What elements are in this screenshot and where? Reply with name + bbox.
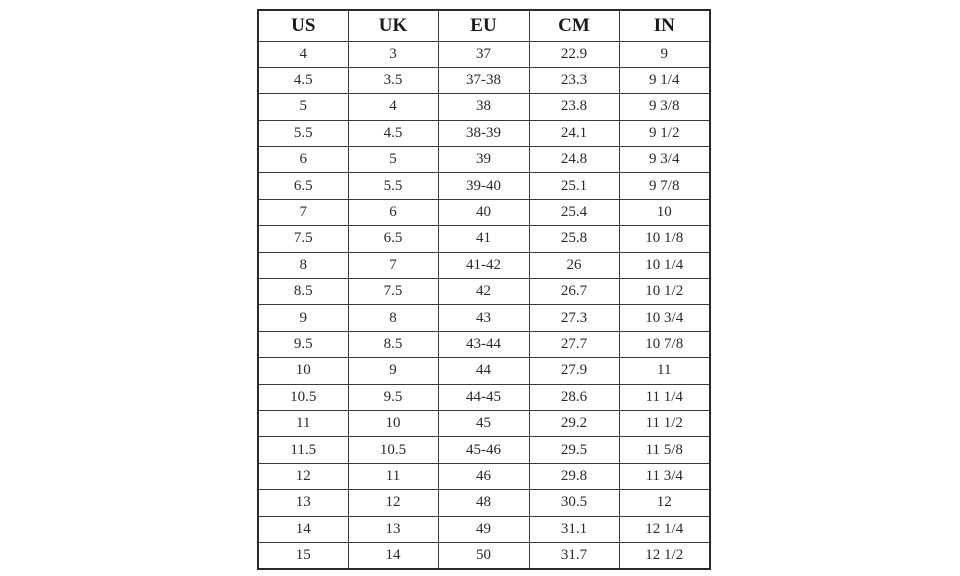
cell-uk: 8	[348, 305, 438, 331]
cell-cm: 26.7	[529, 279, 619, 305]
cell-uk: 13	[348, 516, 438, 542]
cell-us: 14	[258, 516, 348, 542]
cell-cm: 29.8	[529, 463, 619, 489]
cell-cm: 22.9	[529, 41, 619, 67]
cell-eu: 44	[438, 358, 529, 384]
cell-cm: 31.1	[529, 516, 619, 542]
cell-us: 5	[258, 94, 348, 120]
cell-uk: 9	[348, 358, 438, 384]
cell-us: 6.5	[258, 173, 348, 199]
size-conversion-table	[257, 9, 711, 570]
cell-eu: 41	[438, 226, 529, 252]
cell-cm: 26	[529, 252, 619, 278]
cell-in: 12	[619, 490, 710, 516]
cell-uk: 5	[348, 147, 438, 173]
cell-uk: 4	[348, 94, 438, 120]
cell-eu: 38-39	[438, 120, 529, 146]
cell-us: 6	[258, 147, 348, 173]
cell-uk: 3	[348, 41, 438, 67]
cell-eu: 41-42	[438, 252, 529, 278]
header-cm: CM	[529, 10, 619, 41]
cell-in: 11 1/2	[619, 410, 710, 436]
table-header	[258, 10, 710, 41]
header-us: US	[258, 10, 348, 41]
cell-us: 4.5	[258, 67, 348, 93]
cell-cm: 27.3	[529, 305, 619, 331]
table-body	[258, 41, 710, 569]
cell-eu: 45-46	[438, 437, 529, 463]
cell-us: 4	[258, 41, 348, 67]
table-row	[258, 384, 710, 410]
table-row	[258, 358, 710, 384]
cell-cm: 25.4	[529, 199, 619, 225]
cell-eu: 37	[438, 41, 529, 67]
cell-us: 11	[258, 410, 348, 436]
cell-uk: 4.5	[348, 120, 438, 146]
table-row	[258, 147, 710, 173]
cell-cm: 28.6	[529, 384, 619, 410]
cell-uk: 7	[348, 252, 438, 278]
cell-in: 11 1/4	[619, 384, 710, 410]
table-row	[258, 305, 710, 331]
cell-eu: 40	[438, 199, 529, 225]
cell-eu: 37-38	[438, 67, 529, 93]
cell-in: 10	[619, 199, 710, 225]
cell-us: 8	[258, 252, 348, 278]
cell-eu: 50	[438, 542, 529, 568]
cell-cm: 23.3	[529, 67, 619, 93]
cell-eu: 43-44	[438, 331, 529, 357]
cell-us: 11.5	[258, 437, 348, 463]
cell-in: 12 1/2	[619, 542, 710, 568]
header-uk: UK	[348, 10, 438, 41]
cell-cm: 29.5	[529, 437, 619, 463]
cell-cm: 27.7	[529, 331, 619, 357]
cell-cm: 29.2	[529, 410, 619, 436]
table-row	[258, 279, 710, 305]
cell-in: 9 1/4	[619, 67, 710, 93]
cell-in: 10 1/2	[619, 279, 710, 305]
cell-uk: 10.5	[348, 437, 438, 463]
cell-uk: 14	[348, 542, 438, 568]
cell-cm: 23.8	[529, 94, 619, 120]
cell-cm: 30.5	[529, 490, 619, 516]
cell-eu: 39	[438, 147, 529, 173]
cell-cm: 24.8	[529, 147, 619, 173]
table-row	[258, 437, 710, 463]
cell-us: 10	[258, 358, 348, 384]
table-row	[258, 199, 710, 225]
cell-us: 7	[258, 199, 348, 225]
cell-in: 10 7/8	[619, 331, 710, 357]
cell-cm: 31.7	[529, 542, 619, 568]
cell-us: 8.5	[258, 279, 348, 305]
cell-cm: 27.9	[529, 358, 619, 384]
cell-uk: 6.5	[348, 226, 438, 252]
header-in: IN	[619, 10, 710, 41]
table-row	[258, 67, 710, 93]
cell-cm: 25.1	[529, 173, 619, 199]
cell-in: 9 3/4	[619, 147, 710, 173]
cell-eu: 42	[438, 279, 529, 305]
header-eu: EU	[438, 10, 529, 41]
table-row	[258, 410, 710, 436]
cell-eu: 45	[438, 410, 529, 436]
cell-uk: 7.5	[348, 279, 438, 305]
cell-us: 12	[258, 463, 348, 489]
cell-eu: 38	[438, 94, 529, 120]
cell-eu: 49	[438, 516, 529, 542]
table-row	[258, 120, 710, 146]
cell-in: 9 3/8	[619, 94, 710, 120]
table-row	[258, 94, 710, 120]
cell-eu: 43	[438, 305, 529, 331]
table-row	[258, 516, 710, 542]
cell-eu: 44-45	[438, 384, 529, 410]
cell-uk: 11	[348, 463, 438, 489]
cell-uk: 9.5	[348, 384, 438, 410]
cell-in: 9	[619, 41, 710, 67]
cell-in: 10 1/4	[619, 252, 710, 278]
cell-cm: 24.1	[529, 120, 619, 146]
cell-in: 10 3/4	[619, 305, 710, 331]
cell-in: 11	[619, 358, 710, 384]
table-row	[258, 542, 710, 568]
cell-eu: 46	[438, 463, 529, 489]
cell-eu: 48	[438, 490, 529, 516]
table-row	[258, 41, 710, 67]
cell-us: 9	[258, 305, 348, 331]
cell-us: 7.5	[258, 226, 348, 252]
table-row	[258, 252, 710, 278]
cell-in: 9 7/8	[619, 173, 710, 199]
cell-uk: 8.5	[348, 331, 438, 357]
cell-us: 9.5	[258, 331, 348, 357]
cell-us: 15	[258, 542, 348, 568]
cell-cm: 25.8	[529, 226, 619, 252]
table-row	[258, 173, 710, 199]
cell-us: 13	[258, 490, 348, 516]
cell-uk: 6	[348, 199, 438, 225]
cell-uk: 3.5	[348, 67, 438, 93]
cell-uk: 12	[348, 490, 438, 516]
cell-uk: 10	[348, 410, 438, 436]
table-row	[258, 463, 710, 489]
table-row	[258, 226, 710, 252]
cell-us: 5.5	[258, 120, 348, 146]
header-row	[258, 10, 710, 41]
cell-in: 11 5/8	[619, 437, 710, 463]
cell-eu: 39-40	[438, 173, 529, 199]
table-row	[258, 490, 710, 516]
cell-us: 10.5	[258, 384, 348, 410]
cell-in: 12 1/4	[619, 516, 710, 542]
cell-uk: 5.5	[348, 173, 438, 199]
cell-in: 9 1/2	[619, 120, 710, 146]
table-row	[258, 331, 710, 357]
cell-in: 11 3/4	[619, 463, 710, 489]
cell-in: 10 1/8	[619, 226, 710, 252]
